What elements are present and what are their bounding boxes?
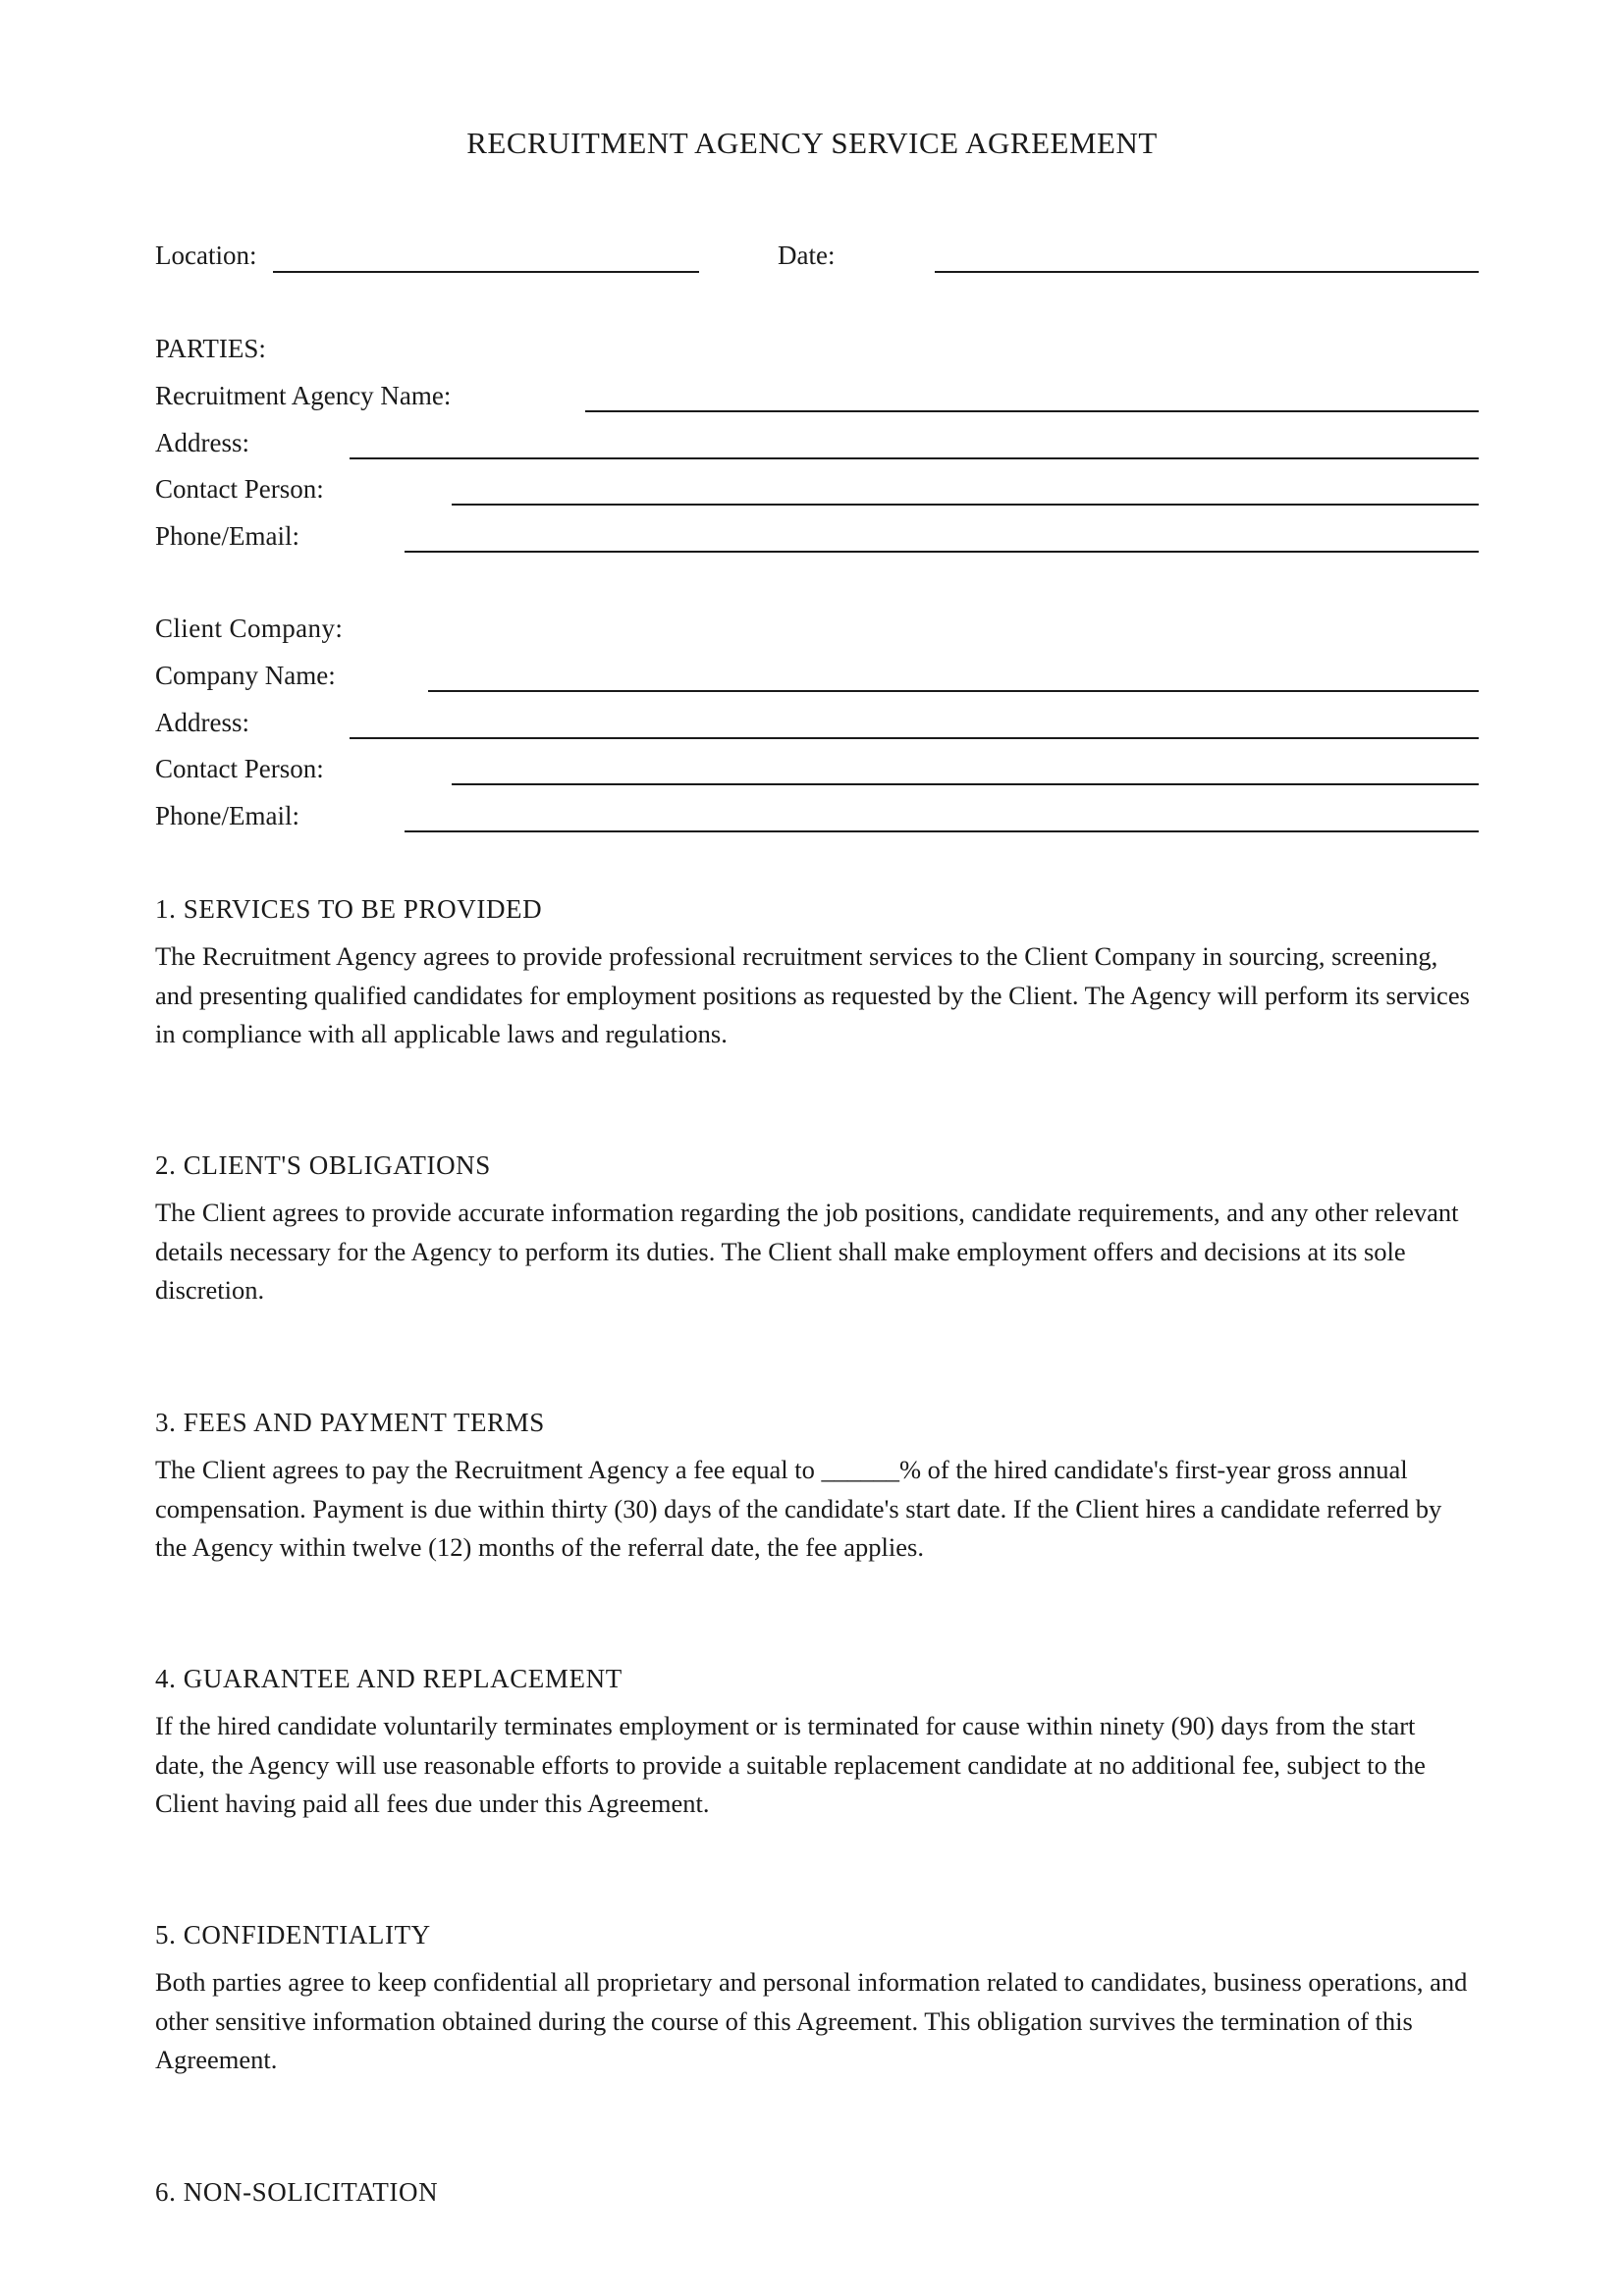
- client-address-blank-line[interactable]: [350, 737, 1479, 739]
- date-label: Date:: [778, 240, 836, 270]
- section-body-guarantee: If the hired candidate voluntarily terminates employment or is terminated for cause within ninety (90) days from the start date, the Agency will use reasonable efforts to provide a suitable replacement candidate at no additional fee, subject to the Client having paid all fees due under this Agreement.: [155, 1711, 1426, 1818]
- agency-phone-email-blank-line[interactable]: [405, 551, 1479, 553]
- client-name-label: Company Name:: [155, 661, 336, 690]
- date-blank-line[interactable]: [935, 271, 1479, 273]
- client-name-blank-line[interactable]: [428, 690, 1479, 692]
- client-contact-blank-line[interactable]: [452, 783, 1479, 785]
- agency-contact-blank-line[interactable]: [452, 504, 1479, 506]
- agency-name-blank-line[interactable]: [585, 410, 1479, 412]
- section-heading-guarantee: 4. GUARANTEE AND REPLACEMENT: [155, 1664, 623, 1693]
- document-title: RECRUITMENT AGENCY SERVICE AGREEMENT: [466, 126, 1158, 160]
- location-blank-line[interactable]: [273, 271, 699, 273]
- section-heading-services: 1. SERVICES TO BE PROVIDED: [155, 894, 543, 924]
- client-address-label: Address:: [155, 708, 249, 737]
- parties-heading: PARTIES:: [155, 334, 266, 363]
- agency-contact-label: Contact Person:: [155, 474, 324, 504]
- section-heading-fees: 3. FEES AND PAYMENT TERMS: [155, 1408, 545, 1437]
- agency-address-label: Address:: [155, 428, 249, 457]
- section-body-services: The Recruitment Agency agrees to provide professional recruitment services to the Client Company in sourcing, screening, and presenting qualified candidates for employment positions as requested by the Client. The Agency will perform its services in compliance with all applicable laws and regulations.: [155, 941, 1470, 1048]
- client-contact-label: Contact Person:: [155, 754, 324, 783]
- section-body-fees: The Client agrees to pay the Recruitment Agency a fee equal to ______% of the hired candidate's first-year gross annual compensation. Payment is due within thirty (30) days of the candidate's start date. If the Client hires a candidate referred by the Agency within twelve (12) months of the referral date, the fee applies.: [155, 1455, 1442, 1562]
- location-label: Location:: [155, 240, 257, 270]
- section-heading-confidentiality: 5. CONFIDENTIALITY: [155, 1920, 431, 1949]
- section-body-confidentiality: Both parties agree to keep confidential all proprietary and personal information related to candidates, business operations, and other sensitive information obtained during the course of this Agreement. This obligation survives the termination of this Agreement.: [155, 1967, 1468, 2074]
- agency-name-label: Recruitment Agency Name:: [155, 381, 452, 410]
- client-company-heading: Client Company:: [155, 614, 344, 643]
- client-phone-email-label: Phone/Email:: [155, 801, 299, 830]
- client-phone-email-blank-line[interactable]: [405, 830, 1479, 832]
- agency-phone-email-label: Phone/Email:: [155, 521, 299, 551]
- agency-address-blank-line[interactable]: [350, 457, 1479, 459]
- section-body-client-obligations: The Client agrees to provide accurate information regarding the job positions, candidate requirements, and any other relevant details necessary for the Agency to perform its duties. The Client shall make employment offers and decisions at its sole discretion.: [155, 1198, 1459, 1305]
- section-heading-non-solicitation: 6. NON-SOLICITATION: [155, 2177, 439, 2207]
- section-heading-client-obligations: 2. CLIENT'S OBLIGATIONS: [155, 1150, 491, 1180]
